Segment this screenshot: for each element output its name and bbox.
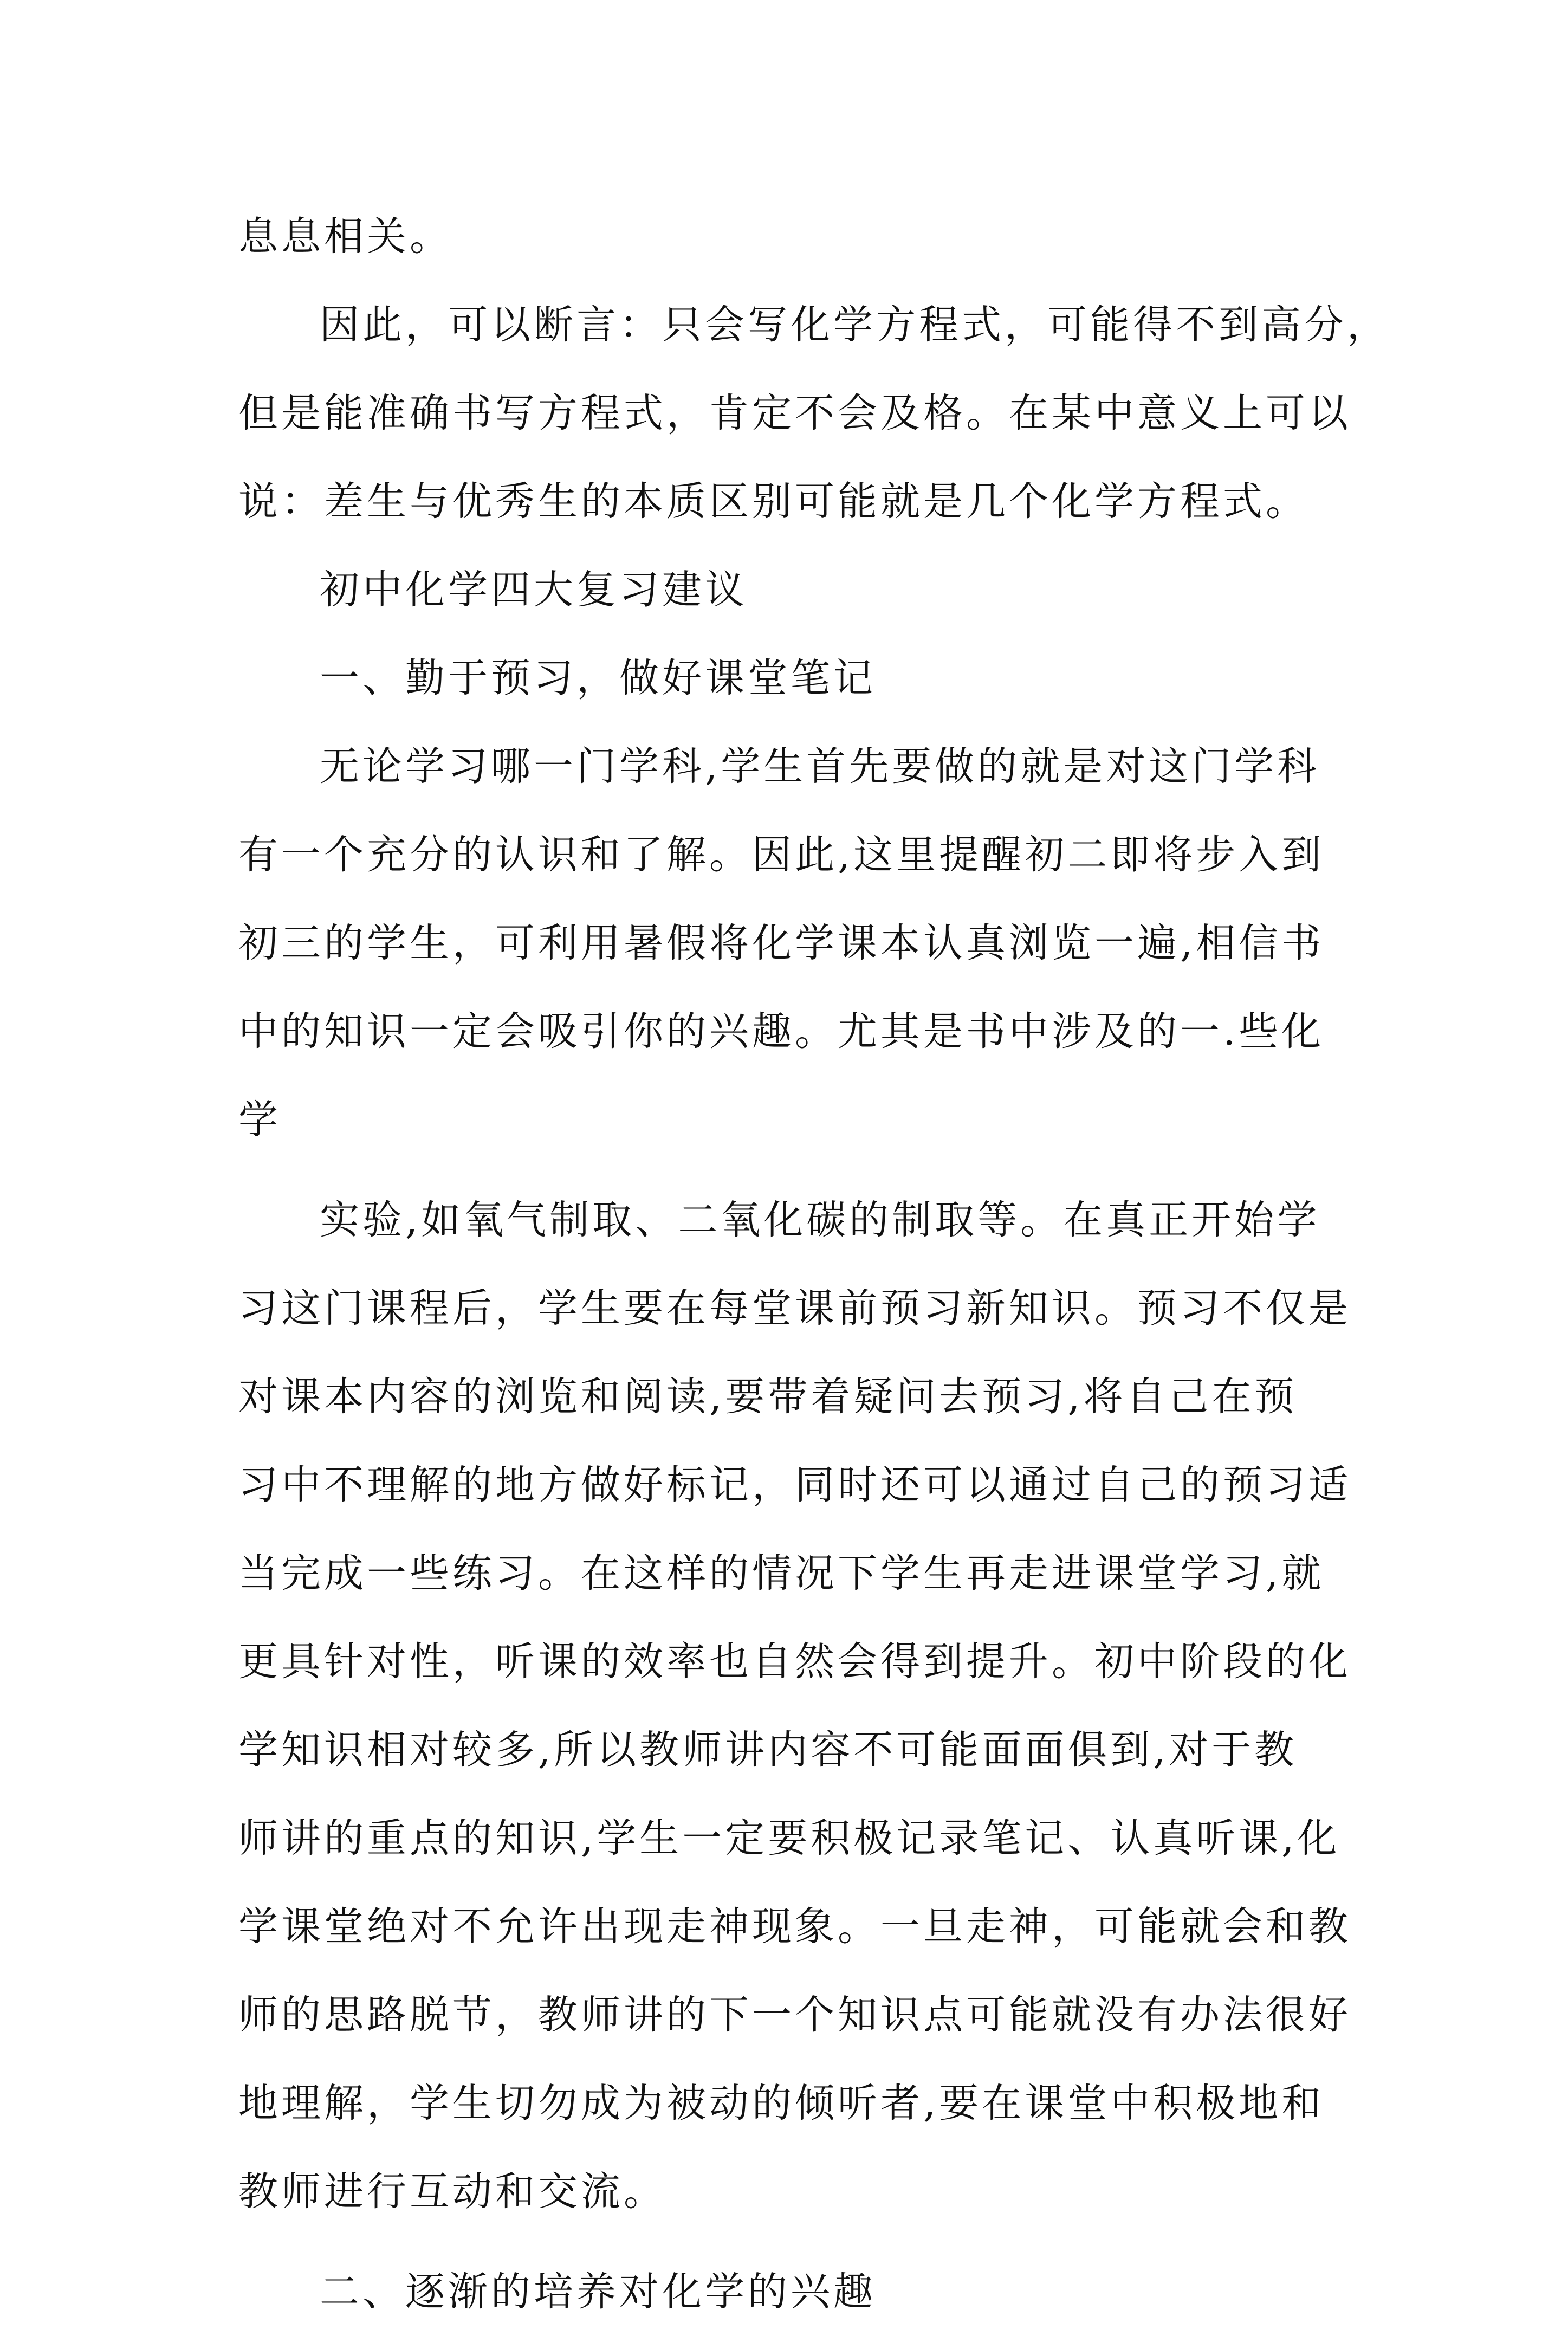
paragraph-line: 因此，可以断言：只会写化学方程式，可能得不到高分， (320, 302, 1390, 348)
paragraph-line: 但是能准确书写方程式，肯定不会及格。在某中意义上可以 (238, 390, 1351, 436)
paragraph-line: 习这门课程后，学生要在每堂课前预习新知识。预习不仅是 (238, 1285, 1351, 1331)
subsection-heading: 二、逐渐的培养对化学的兴趣 (320, 2269, 876, 2315)
subsection-heading: 一、勤于预习，做好课堂笔记 (320, 655, 876, 701)
paragraph-line: 师讲的重点的知识,学生一定要积极记录笔记、认真听课,化 (238, 1815, 1340, 1861)
paragraph-line: 无论学习哪一门学科,学生首先要做的就是对这门学科 (320, 743, 1320, 790)
paragraph-line: 教师进行互动和交流。 (238, 2169, 666, 2215)
paragraph-line: 说：差生与优秀生的本质区别可能就是几个化学方程式。 (238, 478, 1308, 525)
paragraph-line: 中的知识一定会吸引你的兴趣。尤其是书中涉及的一.些化 (238, 1008, 1325, 1054)
paragraph-line: 更具针对性，听课的效率也自然会得到提升。初中阶段的化 (238, 1639, 1351, 1685)
section-heading: 初中化学四大复习建议 (320, 567, 748, 613)
paragraph-line: 学知识相对较多,所以教师讲内容不可能面面俱到,对于教 (238, 1727, 1298, 1773)
paragraph-line: 学 (238, 1097, 281, 1143)
paragraph-line: 地理解，学生切勿成为被动的倾听者,要在课堂中积极地和 (238, 2080, 1325, 2126)
paragraph-line: 当完成一些练习。在这样的情况下学生再走进课堂学习,就 (238, 1550, 1325, 1596)
paragraph-line: 习中不理解的地方做好标记，同时还可以通过自己的预习适 (238, 1462, 1351, 1508)
paragraph-line: 初三的学生，可利用暑假将化学课本认真浏览一遍,相信书 (238, 920, 1325, 966)
paragraph-line: 对课本内容的浏览和阅读,要带着疑问去预习,将自己在预 (238, 1374, 1298, 1420)
text-line: 息息相关。 (238, 213, 452, 260)
paragraph-line: 实验,如氧气制取、二氧化碳的制取等。在真正开始学 (320, 1197, 1320, 1243)
paragraph-line: 学课堂绝对不允许出现走神现象。一旦走神，可能就会和教 (238, 1904, 1351, 1950)
body-text (238, 192, 1390, 2336)
paragraph-line: 师的思路脱节，教师讲的下一个知识点可能就没有办法很好 (238, 1992, 1351, 2038)
paragraph-line: 有一个充分的认识和了解。因此,这里提醒初二即将步入到 (238, 832, 1325, 878)
